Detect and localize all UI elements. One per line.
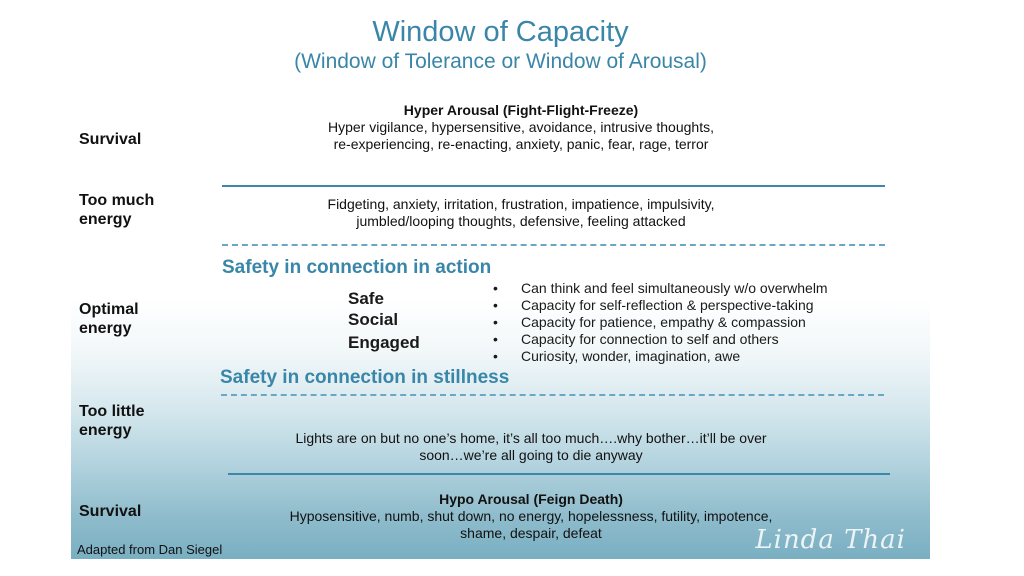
hyper-arousal-block bbox=[221, 102, 821, 153]
hyper-arousal-line2: re-experiencing, re-enacting, anxiety, panic, fear, rage, terror bbox=[333, 136, 709, 152]
too-much-line2: jumbled/looping thoughts, defensive, feeling attacked bbox=[356, 213, 686, 229]
hypo-arousal-heading: Hypo Arousal (Feign Death) bbox=[439, 491, 623, 507]
bullet-item: • Capacity for self-reflection & perspective-taking bbox=[491, 297, 828, 314]
engaged-label: Engaged bbox=[348, 333, 420, 352]
too-little-line1: Lights are on but no one’s home, it’s all too much….why bother…it’ll be over bbox=[295, 430, 767, 446]
credit-text: Adapted from Dan Siegel bbox=[77, 542, 223, 557]
diagram-title: Window of Capacity bbox=[372, 18, 629, 48]
label-survival-bottom: Survival bbox=[79, 503, 142, 520]
hyper-arousal-heading: Hyper Arousal (Fight-Flight-Freeze) bbox=[403, 102, 639, 118]
diagram-subtitle: (Window of Tolerance or Window of Arousal) bbox=[294, 50, 707, 73]
label-too-much-energy: Too much energy bbox=[79, 192, 155, 228]
label-optimal-energy: Optimal energy bbox=[79, 301, 139, 337]
hyper-arousal-line1: Hyper vigilance, hypersensitive, avoidance, intrusive thoughts, bbox=[328, 119, 714, 135]
safe-label: Safe bbox=[348, 289, 384, 308]
hypo-arousal-line1: Hyposensitive, numb, shut down, no energy, hopelessness, futility, impotence, bbox=[289, 508, 773, 524]
bullet-item: • Can think and feel simultaneously w/o overwhelm bbox=[491, 280, 828, 297]
too-little-line2: soon…we’re all going to die anyway bbox=[419, 447, 643, 463]
optimal-bullet-list bbox=[491, 280, 828, 365]
lower-solid-divider bbox=[228, 473, 890, 475]
bullet-item: • Capacity for connection to self and others bbox=[491, 331, 828, 348]
social-label: Social bbox=[348, 310, 399, 329]
too-much-line1: Fidgeting, anxiety, irritation, frustration, impatience, impulsivity, bbox=[327, 196, 715, 212]
stillness-heading: Safety in connection in stillness bbox=[220, 367, 510, 388]
slide bbox=[71, 18, 930, 559]
too-much-energy-block bbox=[221, 196, 821, 230]
label-survival-top: Survival bbox=[79, 131, 142, 148]
too-little-energy-block bbox=[211, 430, 851, 464]
lower-dashed-divider bbox=[221, 394, 884, 396]
label-too-little-energy: Too little energy bbox=[79, 403, 145, 439]
bullet-item: • Curiosity, wonder, imagination, awe bbox=[491, 348, 828, 365]
signature-text: Linda Thai bbox=[755, 525, 906, 555]
upper-dashed-divider bbox=[222, 244, 885, 246]
hypo-arousal-line2: shame, despair, defeat bbox=[460, 525, 602, 541]
action-heading: Safety in connection in action bbox=[222, 257, 492, 278]
signature-logo bbox=[755, 525, 906, 555]
bullet-item: • Capacity for patience, empathy & compassion bbox=[491, 314, 828, 331]
upper-solid-divider bbox=[222, 185, 885, 187]
